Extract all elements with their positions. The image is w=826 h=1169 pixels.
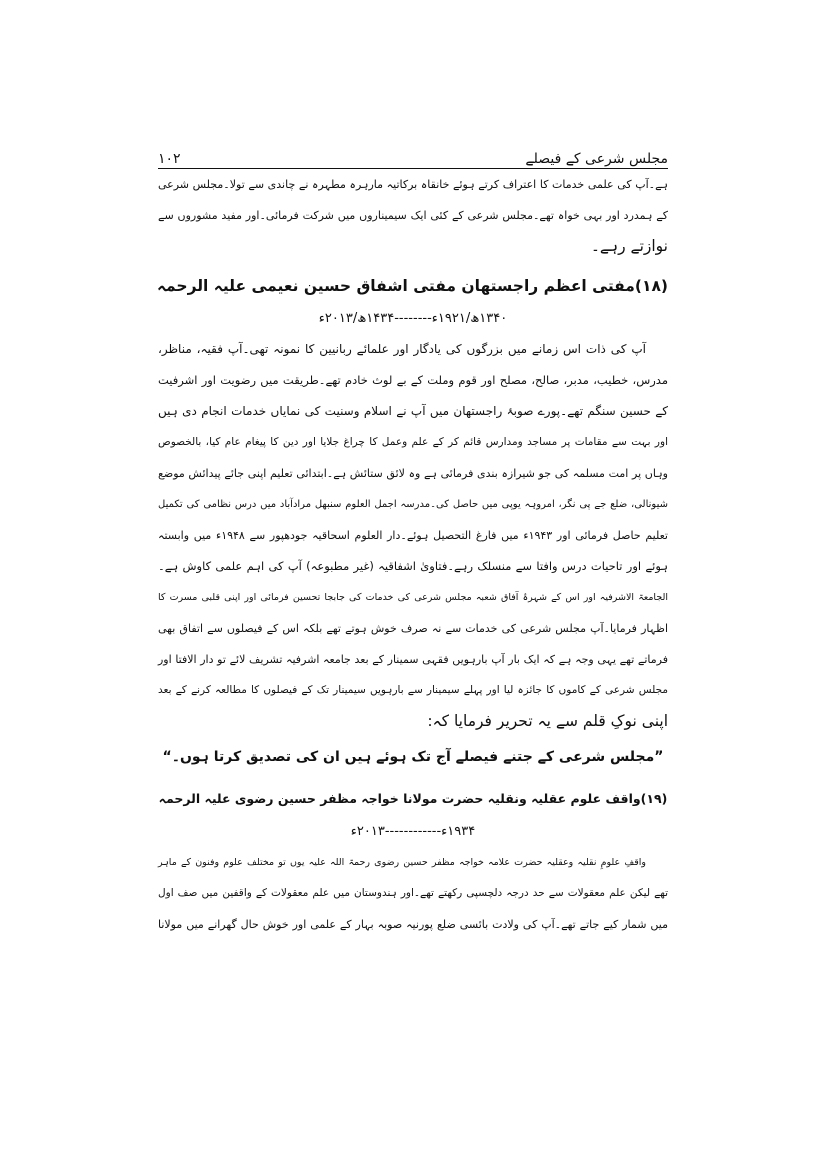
text-line: اپنی نوکِ قلم سے یہ تحریر فرمایا کہ:: [427, 712, 668, 730]
text-line: واقفِ علومِ نقلیہ وعقلیہ حضرت علامہ خواجہ مظفر حسین رضوی رحمۃ اللہ علیہ یوں تو مختلف علوم وفنون کے ماہر: [158, 857, 646, 868]
section-19-dates: ۱۹۳۴ء------------۲۰۱۳ء: [350, 824, 476, 839]
page-number: ۱۰۲: [158, 151, 181, 167]
text-line: شیونالی، ضلع جے پی نگر، امروہہ یوپی میں حاصل کی۔مدرسہ اجمل العلوم سنبھل مرادآباد میں درس نظامی کی تکمیل: [158, 499, 668, 510]
text-line: الجامعۃ الاشرفیہ اور اس کے شہرۂ آفاق شعبہ مجلس شرعی کی خدمات کی جابجا تحسین فرمائی اور اپنی قلبی مسرت کا: [158, 592, 668, 603]
running-header: [158, 145, 668, 169]
section-18-quote: ”مجلس شرعی کے جتنے فیصلے آج تک ہوئے ہیں ان کی تصدیق کرتا ہوں۔“: [162, 749, 664, 765]
text-line: کے ہمدرد اور بہی خواہ تھے۔مجلس شرعی کے کئی ایک سیمیناروں میں شرکت فرمائی۔اور مفید مشوروں سے: [158, 209, 668, 222]
text-line: تھے لیکن علم معقولات سے حد درجہ دلچسپی رکھتے تھے۔اور ہندوستان میں علم معقولات کے واقفین میں صف اول: [158, 887, 668, 899]
section-18-body: [158, 334, 668, 737]
section-19-heading: (۱۹)واقف علوم عقلیہ ونقلیہ حضرت مولانا خواجہ مظفر حسین رضوی علیہ الرحمہ: [158, 791, 668, 806]
text-line: مدرس، خطیب، مدبر، صالح، مصلح اور قوم وملت کے بے لوث خادم تھے۔طریقت میں رضویت اور اشرفیت: [158, 373, 668, 387]
text-line: وہاں پر امت مسلمہ کی جو شیرازہ بندی فرمائی ہے وہ لائق ستائش ہے۔ابتدائی تعلیم اپنی جائے پیدائش موضع: [158, 467, 668, 480]
section-18-dates: ۱۳۴۰ھ/۱۹۲۱ء--------۱۴۳۴ھ/۲۰۱۳ء: [318, 311, 508, 326]
text-line: اور بہت سے مقامات پر مساجد ومدارس قائم کر کے علم وعمل کا چراغ جلایا اور دین کا پیغام عام کیا، بالخصوص: [158, 436, 668, 448]
text-line: کے حسین سنگم تھے۔پورے صوبۂ راجستھان میں آپ نے اسلام وسنیت کی نمایاں خدمات انجام دی ہیں: [158, 404, 668, 418]
text-line: ہے۔آپ کی علمی خدمات کا اعتراف کرتے ہوئے خانقاہ برکاتیہ مارہرہ مطہرہ نے چاندی سے تولا۔مجلس شرعی: [158, 178, 668, 191]
text-line: ہوئے اور تاحیات درس وافتا سے منسلک رہے۔فتاویٰ اشفاقیہ (غیر مطبوعہ) آپ کی اہم علمی کاوش ہے۔: [158, 559, 668, 573]
book-title: مجلس شرعی کے فیصلے: [525, 151, 668, 167]
text-line: تعلیم حاصل فرمائی اور ۱۹۴۳ء میں فارغ التحصیل ہوئے۔دار العلوم اسحاقیہ جودھپور سے ۱۹۴۸ء میں وابستہ: [158, 529, 668, 542]
text-line: مجلس شرعی کے کاموں کا جائزہ لیا اور پہلے سیمینار سے بارہویں سیمینار تک کے فیصلوں کا مطالعہ کرنے کے بعد: [158, 684, 668, 696]
text-line: اظہار فرمایا۔آپ مجلس شرعی کی خدمات سے نہ صرف خوش ہوتے تھے بلکہ اس کے فیصلوں سے اتفاق بھی: [158, 622, 668, 635]
text-line: آپ کی ذات اس زمانے میں بزرگوں کی یادگار اور علمائے ربانیین کا نمونہ تھی۔آپ فقیہ، مناظر،: [158, 342, 646, 356]
section-19-body: [158, 847, 668, 940]
text-line: میں شمار کیے جاتے تھے۔آپ کی ولادت بائسی ضلع پورنیہ صوبہ بہار کے علمی اور خوش حال گھرانے میں مولانا: [158, 918, 668, 931]
text-line: نوازتے رہے۔: [590, 237, 668, 255]
document-page: [158, 145, 668, 940]
text-line: فرماتے تھے یہی وجہ ہے کہ ایک بار آپ بارہویں فقہی سمینار کے بعد جامعہ اشرفیہ تشریف لائے تو دار الافتا اور: [158, 653, 668, 666]
paragraph-continued: [158, 169, 668, 262]
section-18-heading: (۱۸)مفتی اعظم راجستھان مفتی اشفاق حسین نعیمی علیہ الرحمہ: [156, 277, 668, 295]
